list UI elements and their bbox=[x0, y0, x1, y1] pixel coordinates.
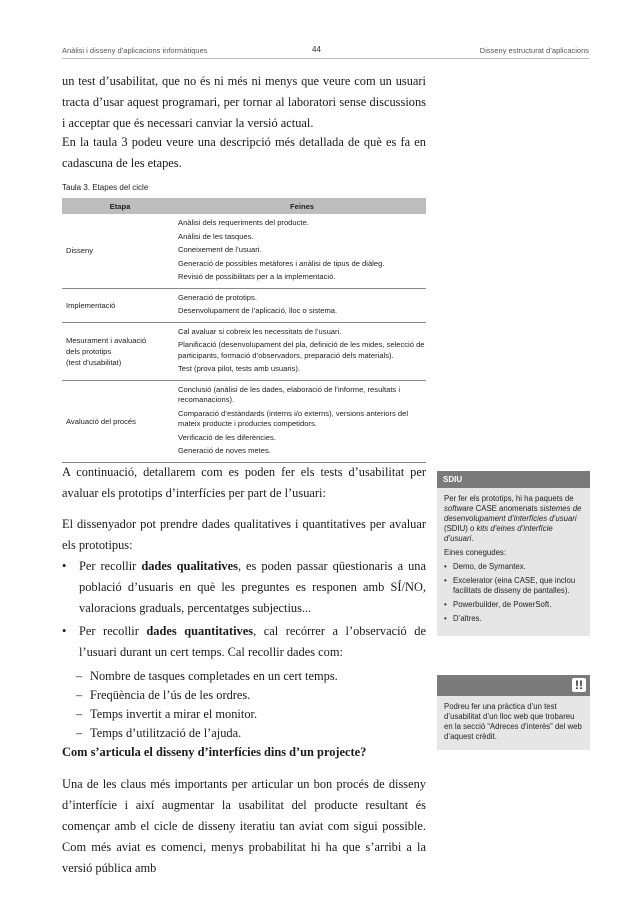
feina-item: Anàlisi dels requeriments del producte. bbox=[178, 218, 309, 227]
etapa-cell: Avaluació del procés bbox=[62, 380, 178, 462]
bullet-dot: • bbox=[62, 624, 67, 638]
table-caption: Taula 3. Etapes del cicle bbox=[62, 183, 149, 192]
paragraph-5: Una de les claus més importants per articular un bon procés de disseny d’interfície i així augmentar la usabilitat del producte resultant és començar amb el cicle de disseny iteratiu tan aviat com sigui possible. Com més aviat es comenci, menys probabilitat hi ha que s’arribi a la versió pública amb bbox=[62, 777, 426, 875]
note-text: Podreu fer una pràctica d’un test d’usabilitat d’un lloc web que trobareu en la secció “Adreces d’interès” del web d’aquest crèdit. bbox=[437, 696, 590, 750]
bullet-bold: dades qualitatives bbox=[141, 559, 238, 573]
note-sidebar bbox=[437, 675, 590, 750]
stages-table bbox=[62, 198, 426, 463]
table-row bbox=[62, 214, 426, 288]
exclamation-icon: !! bbox=[572, 678, 586, 692]
feines-cell bbox=[178, 322, 426, 380]
feina-item: Conclusió (anàlisi de les dades, elaboració de l’informe, resultats i recomanacions). bbox=[178, 384, 401, 404]
list-item: • D’altres. bbox=[444, 614, 482, 623]
list-item: • Excelerator (eina CASE, que inclou facilitats de disseny de pantalles). bbox=[444, 576, 576, 595]
bullet-quantitative bbox=[62, 621, 426, 663]
page-number: 44 bbox=[312, 45, 321, 54]
etapa-cell: Implementació bbox=[62, 288, 178, 322]
feina-item: Test (prova pilot, tests amb usuaris). bbox=[178, 364, 300, 373]
sdiu-sidebar bbox=[437, 471, 590, 636]
feines-cell bbox=[178, 288, 426, 322]
feina-item: Verificació de les diferències. bbox=[178, 432, 276, 442]
sdiu-intro: Per fer els prototips, hi ha paquets de software CASE anomenats sistemes de desenvolupament d’interfícies d’usuari (SDIU) o kits d’eines d’interfície d’usuari. bbox=[444, 494, 582, 543]
feina-item: Planificació (desenvolupament del pla, definició de les mides, selecció de participants, formació d’observadors, preparació dels materials). bbox=[178, 340, 425, 360]
dash-list bbox=[76, 667, 426, 743]
dash-text: Temps d’utilització de l’ajuda. bbox=[90, 726, 242, 740]
feina-item: Desenvolupament de l’aplicació, lloc o sistema. bbox=[178, 306, 338, 315]
dash-item: – Freqüència de l’ús de les ordres. bbox=[76, 688, 251, 702]
feina-item: Anàlisi de les tasques. bbox=[178, 231, 254, 241]
feina-item: Generació de noves metes. bbox=[178, 446, 271, 455]
header-left: Anàlisi i disseny d’aplicacions informàtiques bbox=[62, 46, 208, 55]
bullet-post: , es poden passar qüestionaris a una població d’usuaris en què les preguntes es responen amb SÍ/NO, valoracions graduals, percentatges subjectius... bbox=[79, 559, 426, 615]
paragraph-4: El dissenyador pot prendre dades qualitatives i quantitatives per avaluar els prototipus: bbox=[62, 517, 426, 552]
dash-item: – Nombre de tasques completades en un cert temps. bbox=[76, 669, 338, 683]
feines-cell bbox=[178, 214, 426, 288]
list-item: • Demo, de Symantex. bbox=[444, 562, 526, 571]
paragraph-1: un test d’usabilitat, que no és ni més ni menys que veure com un usuari tracta d’usar aquest programari, per tornar al laboratori sense discussions i acceptar que és necessari canviar la versió actual. bbox=[62, 74, 426, 130]
col-feines-header: Feines bbox=[178, 198, 426, 214]
list-item: • Powerbuilder, de PowerSoft. bbox=[444, 600, 552, 609]
bullet-text bbox=[79, 621, 426, 663]
etapa-line: dels prototips bbox=[66, 346, 112, 356]
etapa-line: (test d’usabilitat) bbox=[66, 357, 122, 367]
dash-text: Freqüència de l’ús de les ordres. bbox=[90, 688, 251, 702]
feina-item: Coneixement de l’usuari. bbox=[178, 245, 262, 254]
etapa-cell bbox=[62, 322, 178, 380]
sdiu-tools-list bbox=[444, 562, 584, 624]
sdiu-body bbox=[437, 488, 590, 636]
bullet-text bbox=[79, 556, 426, 619]
table-row bbox=[62, 322, 426, 380]
feines-cell bbox=[178, 380, 426, 462]
note-header bbox=[437, 675, 590, 696]
paragraph-3: A continuació, detallarem com es poden fer els tests d’usabilitat per avaluar els prototips d’interfícies per part de l’usuari: bbox=[62, 465, 426, 500]
sdiu-tools-label: Eines conegudes: bbox=[444, 548, 506, 557]
etapa-cell: Disseny bbox=[62, 214, 178, 288]
table-header-row bbox=[62, 198, 426, 214]
bullet-dot: • bbox=[62, 559, 67, 573]
bullet-pre: Per recollir bbox=[79, 624, 147, 638]
feina-item: Cal avaluar si cobreix les necessitats de l’usuari. bbox=[178, 326, 342, 336]
feina-item: Generació de prototips. bbox=[178, 292, 257, 302]
etapa-line: Mesurament i avaluació bbox=[66, 335, 147, 345]
section-heading: Com s’articula el disseny d’interfícies dins d’un projecte? bbox=[62, 745, 367, 759]
feina-item: Generació de possibles metàfores i anàlisi de tipus de diàleg. bbox=[178, 258, 385, 268]
dash-text: Nombre de tasques completades en un cert temps. bbox=[90, 669, 338, 683]
bullet-qualitative bbox=[62, 556, 426, 619]
feina-item: Revisió de possibilitats per a la implementació. bbox=[178, 272, 336, 281]
bullet-bold: dades quantitatives bbox=[146, 624, 254, 638]
feina-item: Comparació d’estàndards (interns i/o externs), versions anteriors del mateix producte i productes competidors. bbox=[178, 408, 409, 428]
paragraph-2: En la taula 3 podeu veure una descripció més detallada de què es fa en cadascuna de les etapes. bbox=[62, 135, 426, 170]
table-row bbox=[62, 380, 426, 462]
dash-text: Temps invertit a mirar el monitor. bbox=[90, 707, 258, 721]
sdiu-title: SDIU bbox=[437, 471, 590, 488]
dash-item: – Temps invertit a mirar el monitor. bbox=[76, 707, 258, 721]
header-right: Disseny estructurat d’aplicacions bbox=[479, 46, 589, 55]
col-etapa-header: Etapa bbox=[62, 198, 178, 214]
bullet-pre: Per recollir bbox=[79, 559, 142, 573]
running-header bbox=[62, 44, 589, 59]
bullet-post: , cal recórrer a l’observació de l’usuari durant un cert temps. Cal recollir dades com: bbox=[79, 624, 426, 659]
dash-item: – Temps d’utilització de l’ajuda. bbox=[76, 726, 242, 740]
table-row bbox=[62, 288, 426, 322]
